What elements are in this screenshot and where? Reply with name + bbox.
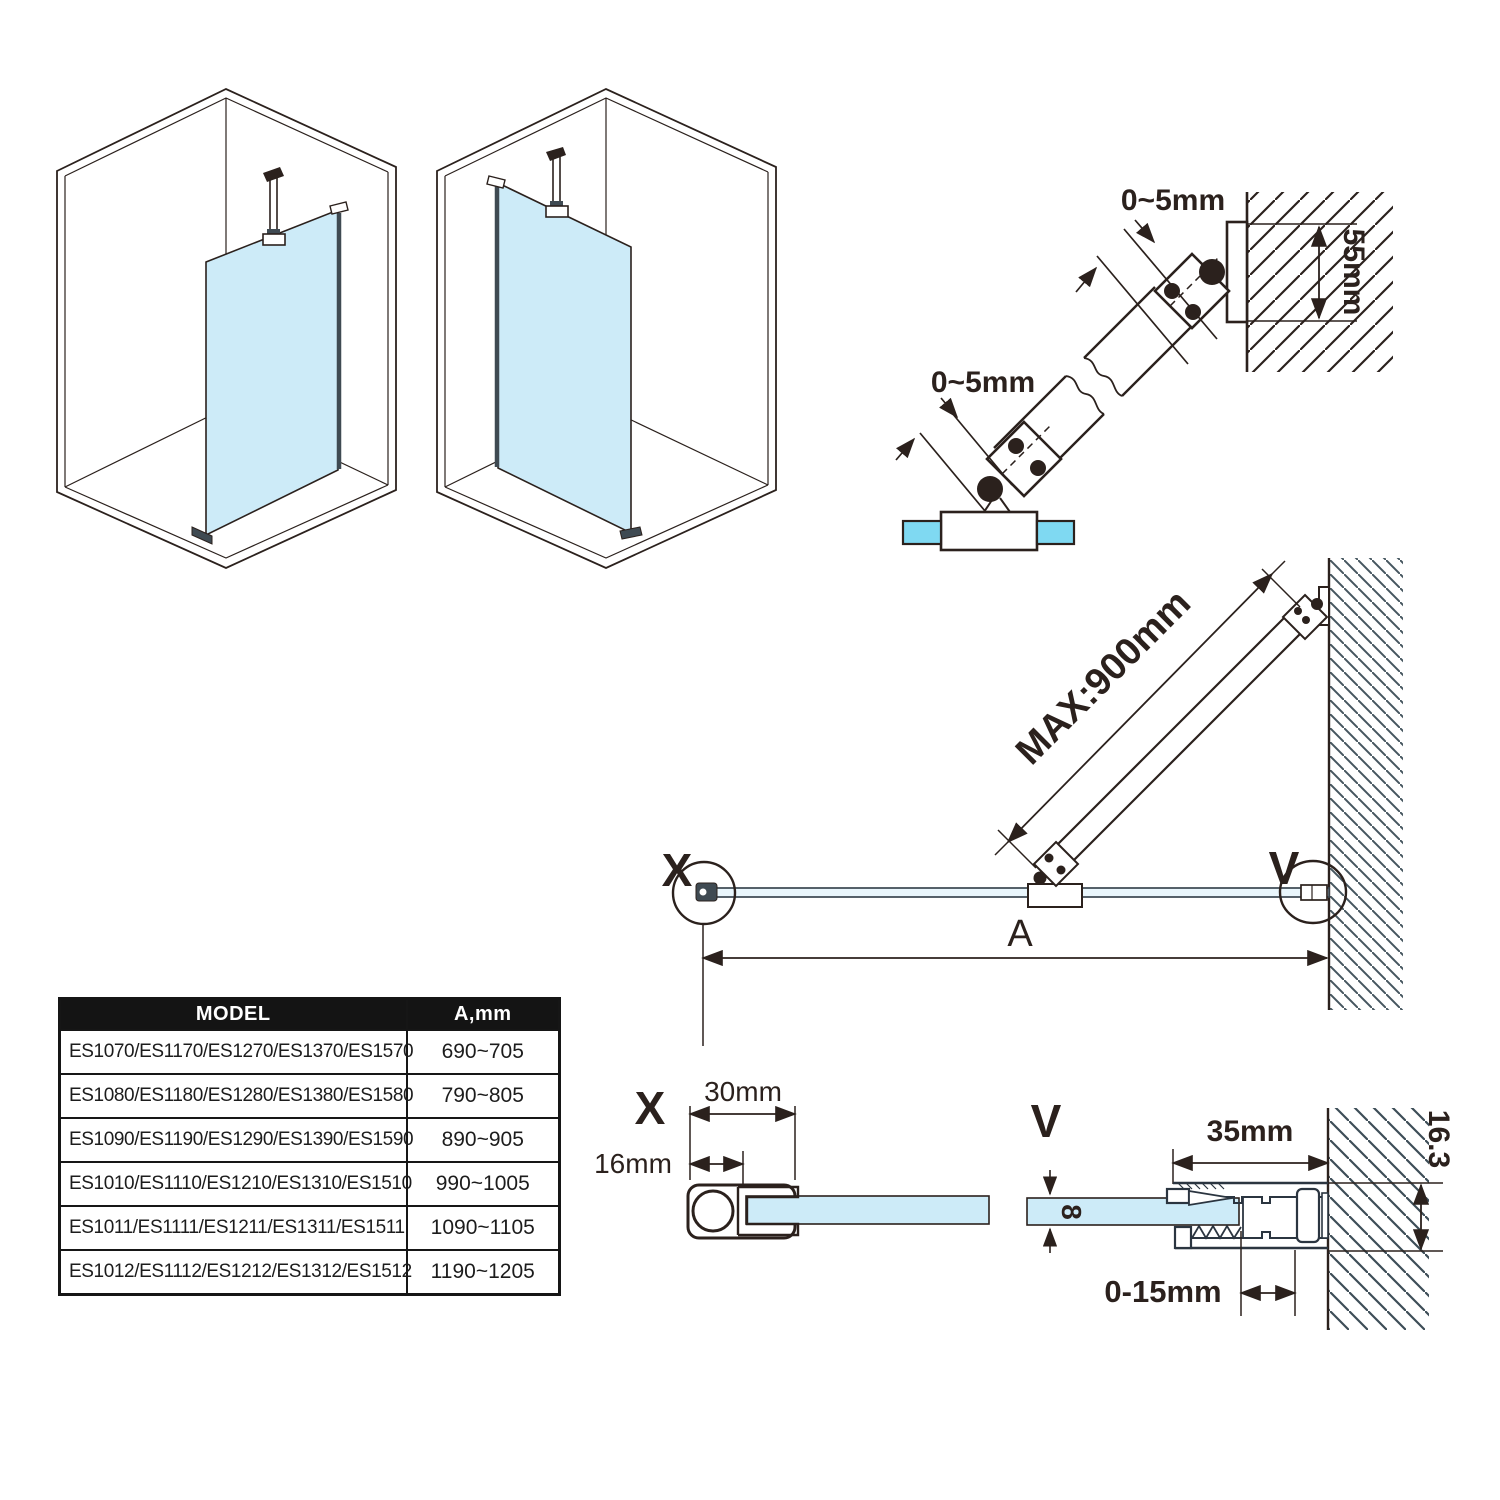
dim-30mm-label: 30mm — [704, 1076, 782, 1107]
a-range-cell: 1190~1205 — [407, 1250, 560, 1295]
wall-hatch — [1329, 1108, 1429, 1330]
a-range-cell: 990~1005 — [407, 1162, 560, 1206]
model-cell: ES1080/ES1180/ES1280/ES1380/ES1580 — [60, 1074, 407, 1118]
profile-bottom-hook — [1175, 1227, 1191, 1248]
bar-glass-clamp — [546, 206, 568, 217]
glass-panel-plan — [706, 888, 1329, 897]
dim-35mm-label: 35mm — [1206, 1115, 1294, 1148]
wall-hatch — [1329, 558, 1403, 1010]
wall-screw-1 — [1294, 607, 1302, 615]
glass-panel — [498, 183, 631, 533]
model-cell: ES1090/ES1190/ES1290/ES1390/ES1590 — [60, 1118, 407, 1162]
lower-screw-1 — [1008, 438, 1024, 454]
dim-max-label: MAX:900mm — [1008, 582, 1200, 774]
plan-view — [662, 558, 1403, 1046]
support-bar-fill — [1056, 602, 1316, 862]
gap-arrow-bottom-1 — [941, 398, 957, 417]
model-cell: ES1070/ES1170/ES1270/ES1370/ES1570 — [60, 1030, 407, 1074]
dim-0-15mm-label: 0-15mm — [1104, 1274, 1222, 1309]
profile-chamber — [1297, 1189, 1319, 1242]
table-row — [60, 1074, 560, 1118]
marker-x-label: X — [661, 844, 693, 896]
glass-bar-right — [1037, 521, 1074, 544]
gap-arrow-bottom-2 — [896, 439, 914, 460]
profile-wall-strip — [1322, 1193, 1328, 1238]
ceiling-support-bar — [270, 176, 277, 238]
lower-screw-2 — [1030, 460, 1046, 476]
upper-pivot — [1199, 259, 1225, 285]
a-range-cell: 690~705 — [407, 1030, 560, 1074]
gap-bottom-label: 0~5mm — [930, 366, 1036, 399]
detail-v-title: V — [1030, 1095, 1062, 1147]
iso-view-right — [437, 89, 776, 568]
gap-arrow-top-2 — [1076, 268, 1096, 292]
end-profile-hole — [700, 889, 707, 896]
table-row — [60, 1206, 560, 1250]
a-range-cell: 1090~1105 — [407, 1206, 560, 1250]
glass-section — [746, 1196, 989, 1224]
model-cell: ES1010/ES1110/ES1210/ES1310/ES1510 — [60, 1162, 407, 1206]
bracket-detail-view — [896, 184, 1393, 550]
table-row — [60, 1162, 560, 1206]
model-cell: ES1012/ES1112/ES1212/ES1312/ES1512 — [60, 1250, 407, 1295]
model-table — [58, 997, 561, 1296]
dim-a-label: A — [1007, 913, 1033, 955]
profile-top-hook — [1167, 1189, 1189, 1203]
glass-thickness-label: 8 — [1056, 1204, 1087, 1220]
mid-screw-2 — [1057, 866, 1066, 875]
profile-tube-bore — [693, 1191, 733, 1231]
table-row — [60, 1118, 560, 1162]
table-row — [60, 1030, 560, 1074]
wall-pivot — [1311, 598, 1323, 610]
col-header-amm: A,mm — [407, 999, 560, 1031]
model-cell: ES1011/ES1111/ES1211/ES1311/ES1511 — [60, 1206, 407, 1250]
table-header-row — [60, 999, 560, 1031]
wall-profile-plan — [1301, 885, 1327, 900]
glass-bar-left — [903, 521, 941, 544]
iso-view-left — [57, 89, 396, 568]
profile-cap — [330, 202, 348, 214]
wall-mount-plate — [1227, 222, 1247, 322]
glass-clamp-block — [941, 512, 1037, 550]
marker-v-label: V — [1268, 842, 1300, 894]
detail-v-view — [1027, 1095, 1455, 1330]
detail-x-view — [594, 1076, 989, 1238]
lower-pivot — [977, 476, 1003, 502]
mid-pivot — [1034, 872, 1047, 885]
gap-arrow-top-1 — [1135, 220, 1154, 242]
table-row — [60, 1250, 560, 1295]
wall-hatch — [1247, 192, 1393, 372]
dim-16mm-label: 16mm — [594, 1148, 672, 1179]
mid-screw-1 — [1045, 854, 1054, 863]
a-range-cell: 890~905 — [407, 1118, 560, 1162]
profile-cap — [487, 176, 505, 188]
mid-glass-clamp — [1028, 884, 1082, 907]
a-range-cell: 790~805 — [407, 1074, 560, 1118]
ext-lines-0-15mm — [1241, 1231, 1295, 1316]
wall-screw-2 — [1302, 616, 1310, 624]
gap-top-label: 0~5mm — [1120, 184, 1226, 217]
spring-serration — [1192, 1226, 1241, 1238]
glass-panel — [206, 210, 338, 535]
bar-glass-clamp — [263, 234, 285, 245]
detail-x-title: X — [634, 1082, 666, 1134]
col-header-model: MODEL — [60, 999, 407, 1031]
dim-16-3-label: 16.3 — [1422, 1109, 1455, 1169]
dim-55mm-label: 55mm — [1337, 228, 1370, 316]
